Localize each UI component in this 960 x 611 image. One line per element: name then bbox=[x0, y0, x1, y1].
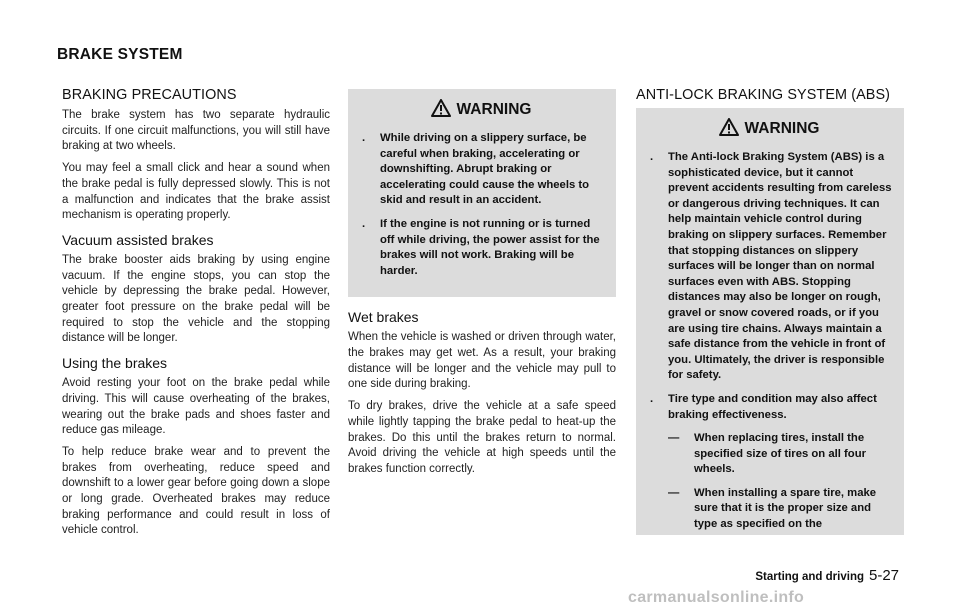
warning-item-text: The Anti-lock Braking System (ABS) is a sophisticated device, but it cannot prevent accidents resulting from careless or dangerous driving techniques. It can help maintain vehicle control during braking on slippery surfaces. Remember that stopping distances on slippery surfaces will be longer than on normal surfaces even with ABS. Stopping distances may also be longer on rough, gravel or snow covered roads, or if you are using tire chains. Always maintain a safe distance from the vehicle in front of you. Ultimately, the driver is responsible for safety. bbox=[668, 151, 892, 382]
warning-header bbox=[644, 118, 894, 138]
warning-title: WARNING bbox=[456, 101, 532, 118]
paragraph: You may feel a small click and hear a sound when the brake pedal is fully depressed slowly. This is not a malfunction and indicates that the brake assist mechanism is operating properly. bbox=[62, 162, 330, 222]
column-braking-precautions bbox=[62, 87, 330, 545]
dash: — bbox=[668, 486, 680, 499]
column-warning-wet-brakes bbox=[348, 87, 616, 484]
footer-page-number: 5-27 bbox=[869, 567, 900, 584]
warning-list bbox=[356, 131, 606, 279]
warning-item-text: While driving on a slippery surface, be careful when braking, accelerating or downshifting. Abrupt braking or accelerating could cause the wheels to skid and result in an accident. bbox=[380, 132, 590, 207]
warning-triangle-icon bbox=[719, 118, 739, 136]
warning-item bbox=[644, 392, 894, 533]
bullet: . bbox=[650, 392, 654, 405]
heading-braking-precautions: BRAKING PRECAUTIONS bbox=[62, 87, 237, 103]
dash: — bbox=[668, 432, 680, 445]
footer-chapter-label: Starting and driving bbox=[755, 571, 864, 583]
paragraph: The brake booster aids braking by using engine vacuum. If the engine stops, you can stop the vehicle by depressing the brake pedal. However, greater foot pressure on the brake pedal will be required to stop the vehicle and the stopping distance will be longer. bbox=[62, 253, 330, 345]
heading-using-the-brakes: Using the brakes bbox=[62, 355, 168, 372]
bullet: . bbox=[362, 217, 366, 230]
warning-item bbox=[356, 131, 606, 209]
paragraph: To help reduce brake wear and to prevent the brakes from overheating, reduce speed and downshift to a lower gear before going down a slope or long grade. Overheated brakes may reduce braking performance and could result in loss of vehicle control. bbox=[62, 445, 330, 537]
warning-subitem-text: When installing a spare tire, make sure that it is the proper size and type as specified on the bbox=[694, 486, 877, 531]
bullet: . bbox=[362, 132, 366, 144]
warning-title: WARNING bbox=[744, 120, 820, 137]
warning-triangle-icon bbox=[431, 99, 451, 117]
watermark: carmanualsonline.info bbox=[628, 589, 805, 606]
paragraph: Avoid resting your foot on the brake pedal while driving. This will cause overheating of the brakes, wearing out the brake pads and shoes faster and reduce gas mileage. bbox=[62, 377, 330, 437]
paragraph: The brake system has two separate hydraulic circuits. If one circuit malfunctions, you will still have braking at two wheels. bbox=[62, 109, 330, 153]
paragraph: When the vehicle is washed or driven through water, the brakes may get wet. As a result, your braking distance will be longer and the vehicle may pull to one side during braking. bbox=[348, 331, 616, 391]
warning-list bbox=[644, 150, 894, 533]
section-title: BRAKE SYSTEM bbox=[57, 46, 183, 63]
warning-item bbox=[356, 217, 606, 279]
warning-subitem-text: When replacing tires, install the specified size of tires on all four wheels. bbox=[694, 432, 867, 476]
heading-vacuum-assisted-brakes: Vacuum assisted brakes bbox=[62, 231, 214, 248]
paragraph: To dry brakes, drive the vehicle at a safe speed while lightly tapping the brake pedal to heat-up the brakes. Do this until the brakes return to normal. Avoid driving the vehicle at high speeds until the brakes function correctly. bbox=[348, 400, 616, 475]
warning-header bbox=[356, 99, 606, 119]
warning-item-text: If the engine is not running or is turned off while driving, the power assist for the brakes will not work. Braking will be harder. bbox=[380, 217, 600, 277]
warning-item bbox=[644, 150, 894, 384]
heading-abs: ANTI-LOCK BRAKING SYSTEM (ABS) bbox=[636, 87, 891, 103]
bullet: . bbox=[650, 151, 654, 163]
warning-subitem bbox=[668, 431, 894, 478]
warning-subitem bbox=[668, 486, 894, 533]
column-abs bbox=[636, 87, 904, 535]
warning-box bbox=[348, 89, 616, 297]
heading-wet-brakes: Wet brakes bbox=[348, 309, 419, 326]
warning-box-abs bbox=[636, 108, 904, 535]
warning-item-text: Tire type and condition may also affect braking effectiveness. bbox=[668, 392, 877, 421]
